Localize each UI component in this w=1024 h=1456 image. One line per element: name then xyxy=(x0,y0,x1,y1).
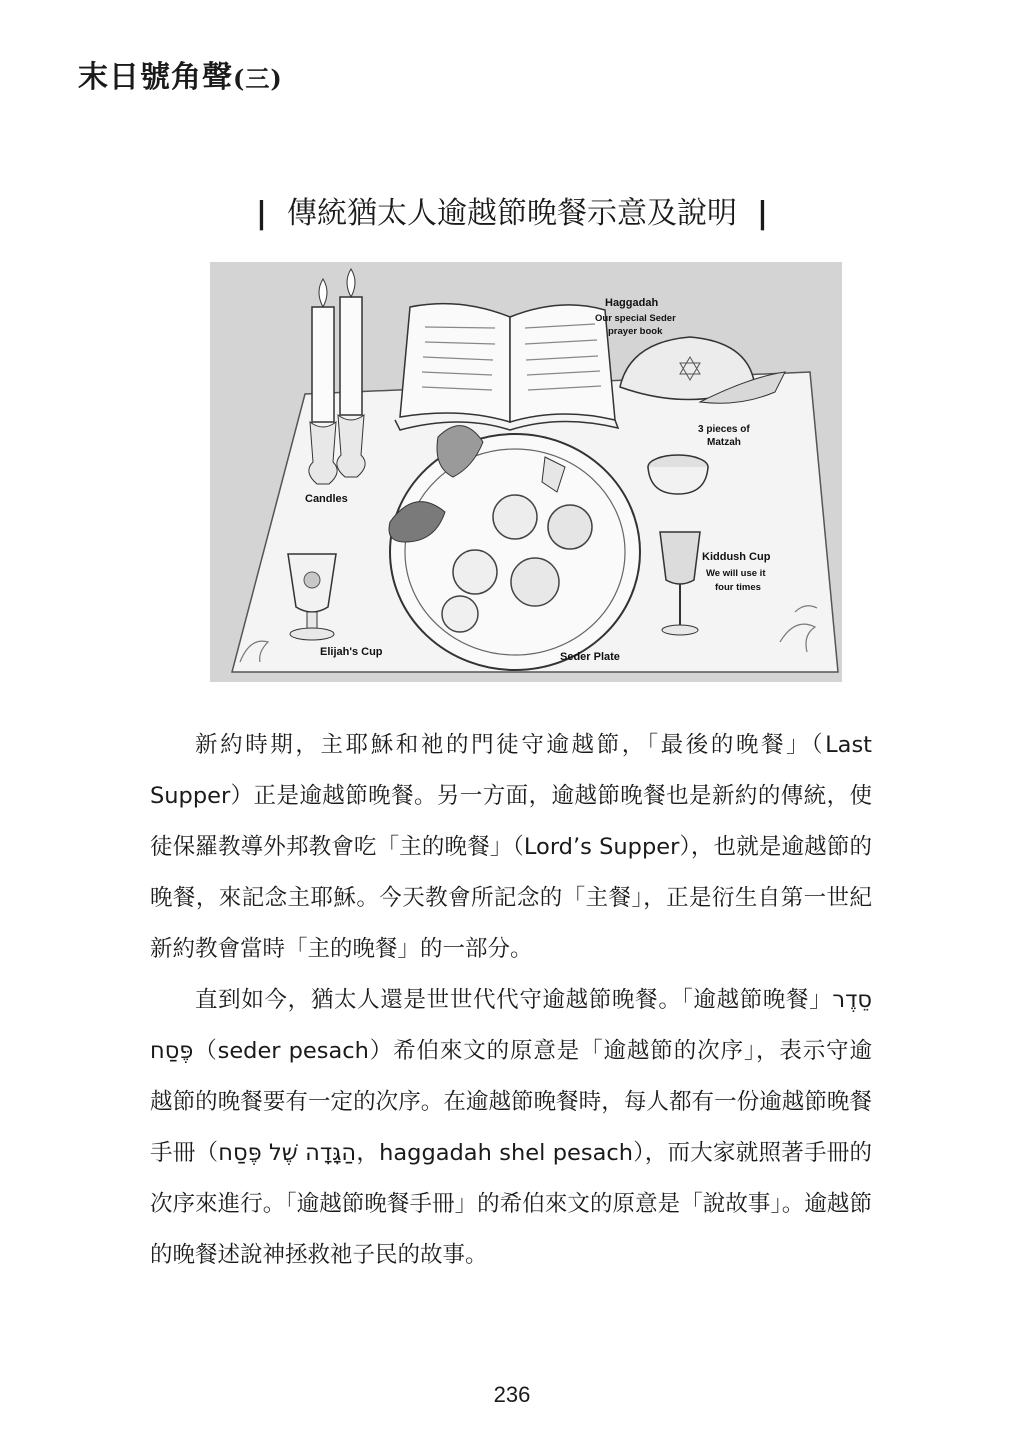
label-matzah-1: 3 pieces of xyxy=(698,424,750,435)
salt-water-bowl xyxy=(648,455,708,494)
book-title: 末日號角聲 xyxy=(78,60,233,95)
seder-illustration-svg xyxy=(210,262,842,682)
label-haggadah: Haggadah xyxy=(605,297,659,309)
label-matzah-2: Matzah xyxy=(707,437,741,448)
title-bar-left: | xyxy=(256,196,267,231)
seder-table-illustration xyxy=(210,262,842,682)
paragraph-1: 新約時期，主耶穌和祂的門徒守逾越節，「最後的晚餐」（Last Supper）正是逾越節晚餐。另一方面，逾越節晚餐也是新約的傳統，使徒保羅教導外邦教會吃「主的晚餐」（Lord’s Supper），也就是逾越節的晚餐，來記念主耶穌。今天教會所記念的「主餐」，正是衍生自第一世紀新約教會當時「主的晚餐」的一部分。 xyxy=(150,732,872,962)
label-seder-plate: Seder Plate xyxy=(560,651,620,663)
title-bar-right: | xyxy=(757,196,768,231)
page-number: 236 xyxy=(493,1382,531,1407)
label-elijahs-cup: Elijah's Cup xyxy=(320,646,383,658)
label-kiddush-note-2: four times xyxy=(715,582,761,593)
volume-number: (三) xyxy=(233,64,283,93)
running-header xyxy=(78,52,283,96)
label-kiddush-cup: Kiddush Cup xyxy=(702,551,771,563)
section-title xyxy=(0,188,1024,232)
section-title-text: 傳統猶太人逾越節晚餐示意及說明 xyxy=(287,196,737,231)
label-haggadah-note-1: Our special Seder xyxy=(595,313,676,324)
label-kiddush-note-1: We will use it xyxy=(706,568,766,579)
paragraph-2: 直到如今，猶太人還是世世代代守逾越節晚餐。「逾越節晚餐」סֵדֶר פֶּסַח（seder pesach）希伯來文的原意是「逾越節的次序」，表示守逾越節的晚餐要有一定的次序。在逾越節晚餐時，每人都有一份逾越節晚餐手冊（הַגָּדָה שֶׁל פֶּסַח，haggadah shel pesach），而大家就照著手冊的次序來進行。「逾越節晚餐手冊」的希伯來文的原意是「說故事」。逾越節的晚餐述說神拯救祂子民的故事。 xyxy=(150,987,872,1268)
label-haggadah-note-2: prayer book xyxy=(608,326,663,337)
haggadah-book xyxy=(395,304,618,430)
body-text xyxy=(150,720,872,1281)
label-candles: Candles xyxy=(305,493,348,505)
